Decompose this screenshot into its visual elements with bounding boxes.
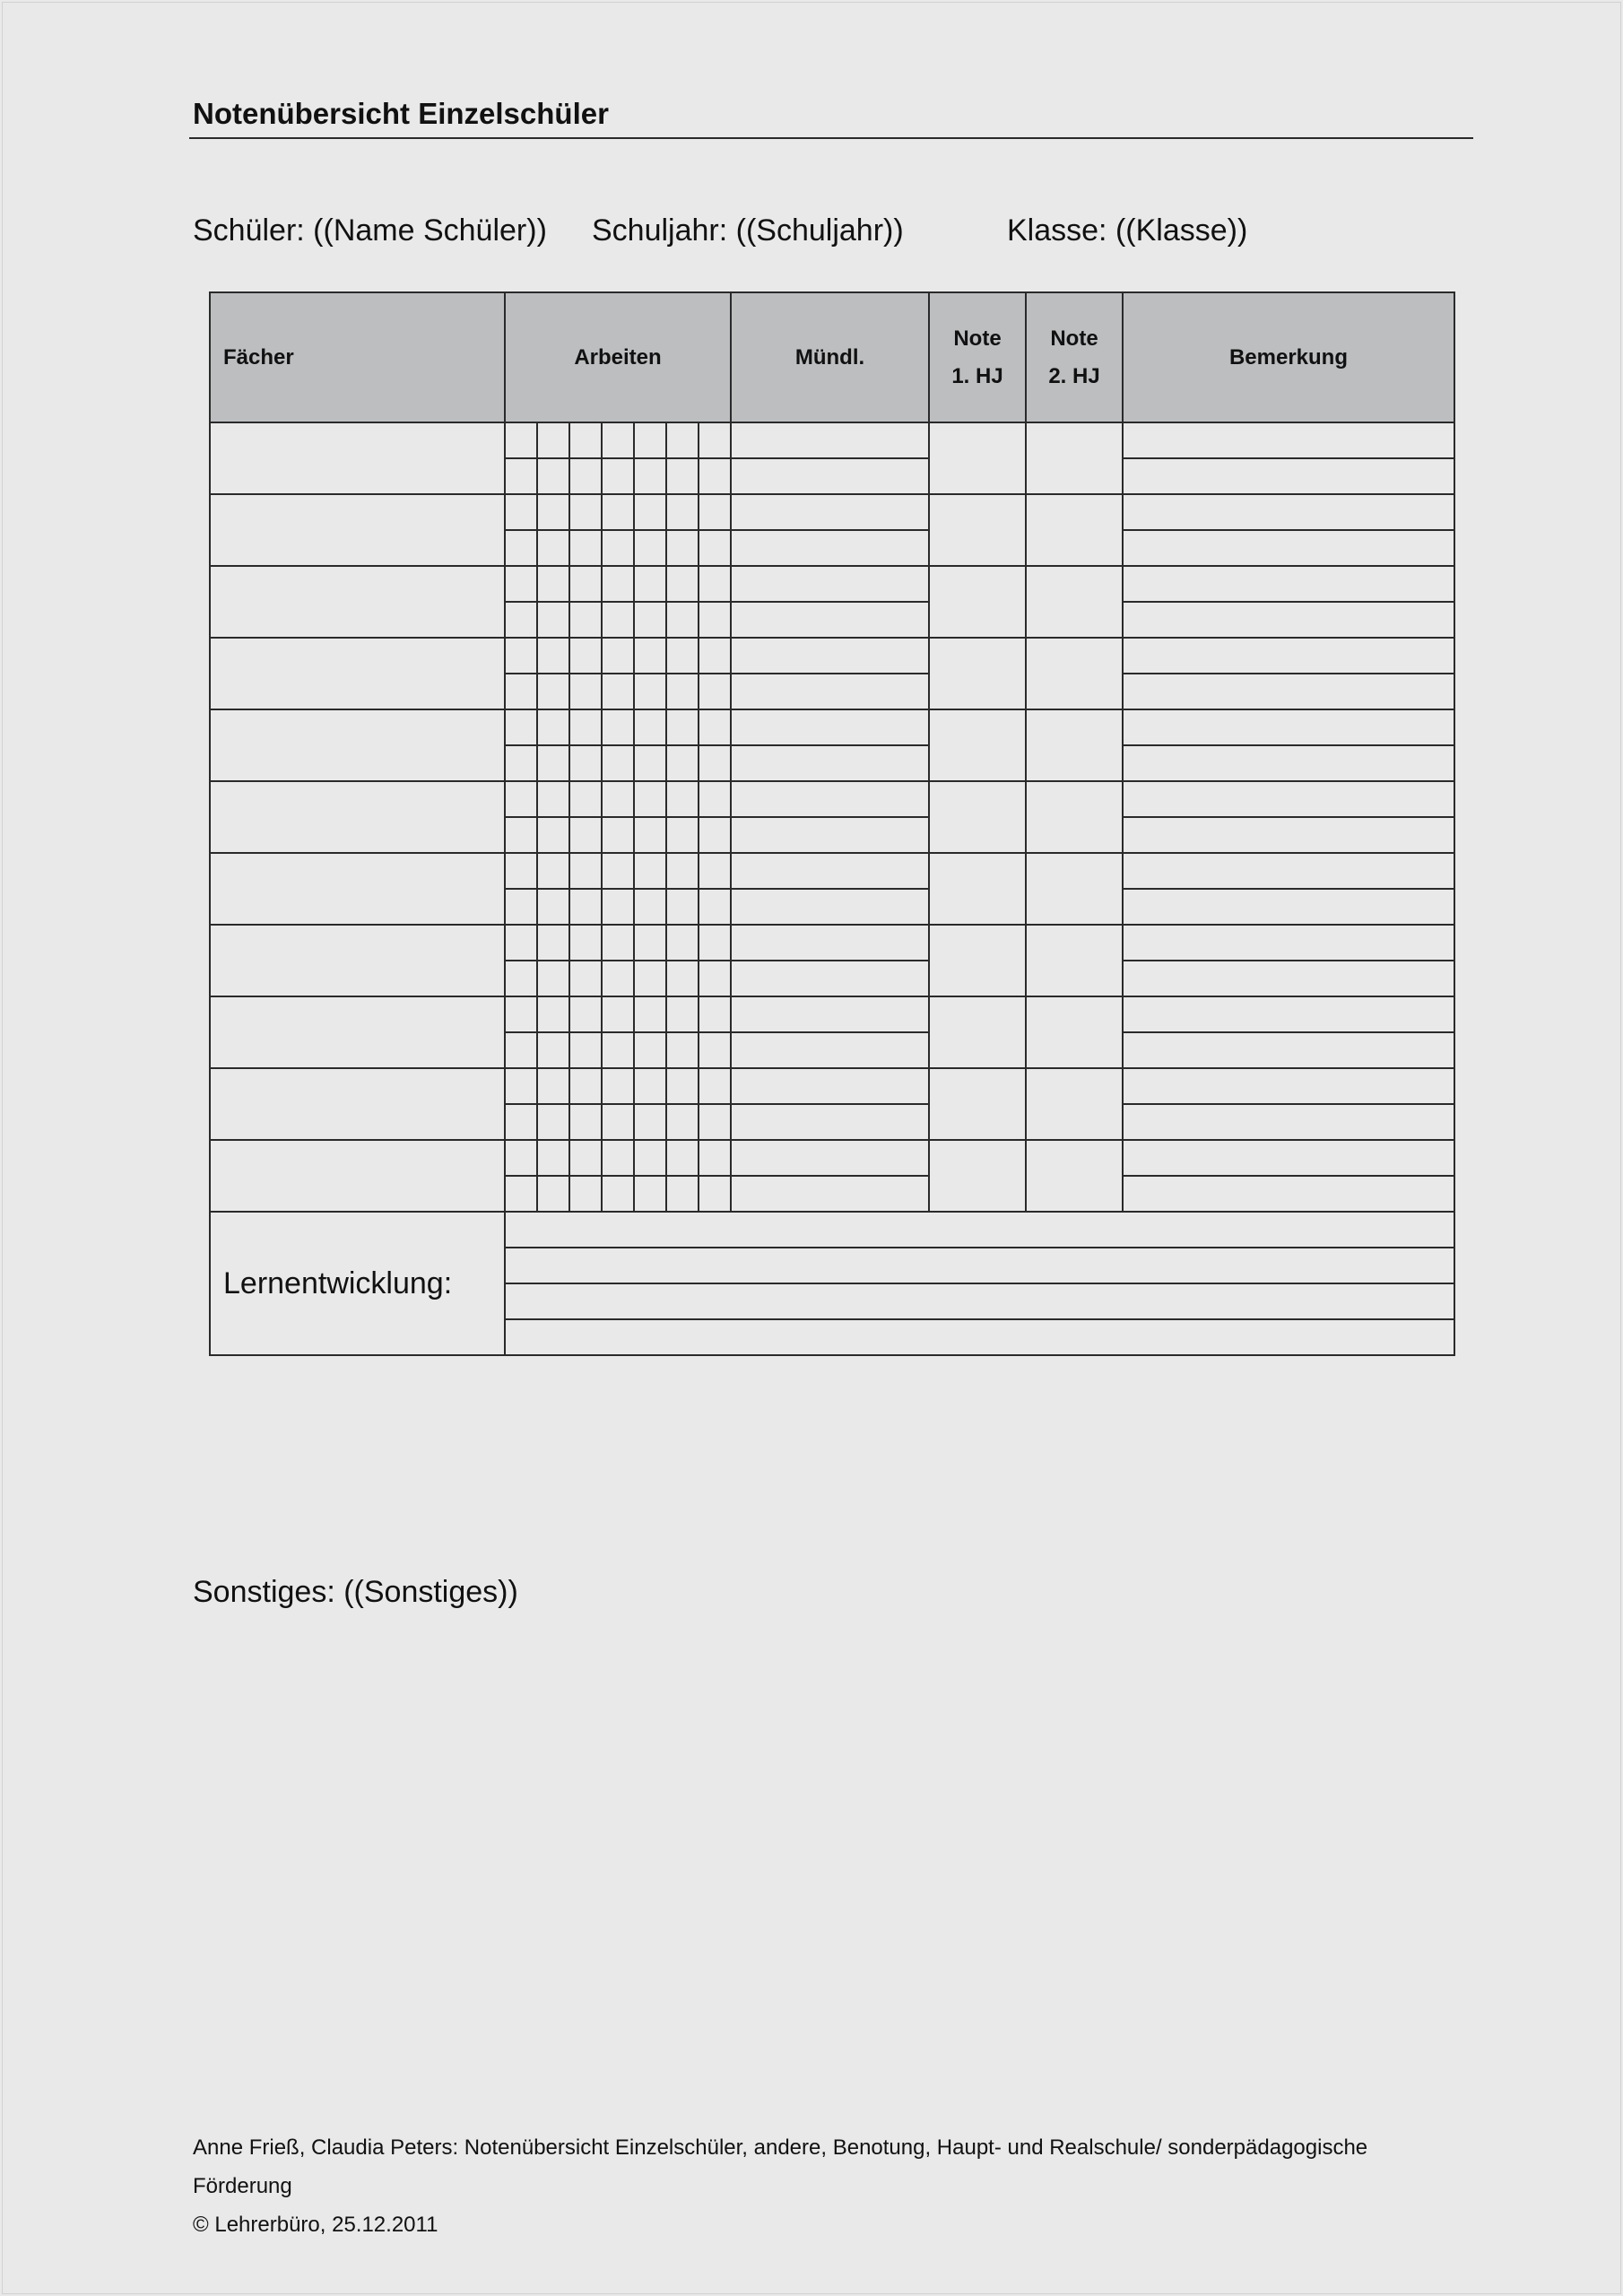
arbeiten-cell[interactable] xyxy=(537,925,569,961)
arbeiten-cell[interactable] xyxy=(537,889,569,925)
arbeiten-cell[interactable] xyxy=(699,458,731,494)
arbeiten-cell[interactable] xyxy=(505,530,537,566)
arbeiten-cell[interactable] xyxy=(505,1032,537,1068)
arbeiten-cell[interactable] xyxy=(666,674,699,709)
arbeiten-cell[interactable] xyxy=(666,1068,699,1104)
arbeiten-cell[interactable] xyxy=(569,889,602,925)
subject-cell[interactable] xyxy=(210,1068,505,1140)
arbeiten-cell[interactable] xyxy=(569,853,602,889)
bemerkung-cell[interactable] xyxy=(1123,674,1454,709)
title-underline xyxy=(189,137,1473,139)
header-note-2hj xyxy=(1026,292,1123,422)
arbeiten-cell[interactable] xyxy=(602,853,634,889)
arbeiten-cell[interactable] xyxy=(569,1032,602,1068)
arbeiten-cell[interactable] xyxy=(505,781,537,817)
bemerkung-cell[interactable] xyxy=(1123,889,1454,925)
arbeiten-cell[interactable] xyxy=(666,781,699,817)
bemerkung-cell[interactable] xyxy=(1123,961,1454,996)
arbeiten-cell[interactable] xyxy=(699,996,731,1032)
header-faecher: Fächer xyxy=(210,292,505,422)
arbeiten-cell[interactable] xyxy=(505,961,537,996)
note-1hj-cell[interactable] xyxy=(929,494,1026,566)
note-1hj-cell[interactable] xyxy=(929,422,1026,494)
arbeiten-cell[interactable] xyxy=(602,745,634,781)
arbeiten-cell[interactable] xyxy=(699,1104,731,1140)
arbeiten-cell[interactable] xyxy=(505,566,537,602)
arbeiten-cell[interactable] xyxy=(699,530,731,566)
bemerkung-cell[interactable] xyxy=(1123,638,1454,674)
arbeiten-cell[interactable] xyxy=(666,638,699,674)
arbeiten-cell[interactable] xyxy=(537,781,569,817)
arbeiten-cell[interactable] xyxy=(505,1176,537,1212)
note-2hj-cell[interactable] xyxy=(1026,422,1123,494)
arbeiten-cell[interactable] xyxy=(537,1032,569,1068)
note-1hj-cell[interactable] xyxy=(929,925,1026,996)
header-muendl: Mündl. xyxy=(731,292,929,422)
arbeiten-cell[interactable] xyxy=(537,494,569,530)
arbeiten-cell[interactable] xyxy=(634,1032,666,1068)
subject-cell[interactable] xyxy=(210,566,505,638)
arbeiten-cell[interactable] xyxy=(666,709,699,745)
arbeiten-cell[interactable] xyxy=(699,853,731,889)
muendl-cell[interactable] xyxy=(731,422,929,458)
arbeiten-cell[interactable] xyxy=(537,853,569,889)
arbeiten-cell[interactable] xyxy=(666,1176,699,1212)
arbeiten-cell[interactable] xyxy=(537,674,569,709)
arbeiten-cell[interactable] xyxy=(634,458,666,494)
arbeiten-cell[interactable] xyxy=(602,1176,634,1212)
arbeiten-cell[interactable] xyxy=(537,602,569,638)
arbeiten-cell[interactable] xyxy=(602,889,634,925)
note-2hj-cell[interactable] xyxy=(1026,996,1123,1068)
muendl-cell[interactable] xyxy=(731,494,929,530)
muendl-cell[interactable] xyxy=(731,996,929,1032)
table-row xyxy=(210,781,1454,817)
subject-cell[interactable] xyxy=(210,781,505,853)
bemerkung-cell[interactable] xyxy=(1123,853,1454,889)
arbeiten-cell[interactable] xyxy=(505,674,537,709)
arbeiten-cell[interactable] xyxy=(602,674,634,709)
arbeiten-cell[interactable] xyxy=(666,530,699,566)
bemerkung-cell[interactable] xyxy=(1123,494,1454,530)
schuljahr-label: Schuljahr: ((Schuljahr)) xyxy=(592,213,904,248)
arbeiten-cell[interactable] xyxy=(505,817,537,853)
arbeiten-cell[interactable] xyxy=(505,996,537,1032)
muendl-cell[interactable] xyxy=(731,853,929,889)
note-1hj-cell[interactable] xyxy=(929,638,1026,709)
bemerkung-cell[interactable] xyxy=(1123,781,1454,817)
muendl-cell[interactable] xyxy=(731,961,929,996)
arbeiten-cell[interactable] xyxy=(505,458,537,494)
arbeiten-cell[interactable] xyxy=(666,817,699,853)
arbeiten-cell[interactable] xyxy=(634,1176,666,1212)
table-row xyxy=(210,853,1454,889)
arbeiten-cell[interactable] xyxy=(569,817,602,853)
footer-credits: Anne Frieß, Claudia Peters: Notenübersicht Einzelschüler, andere, Benotung, Haupt- und Realschule/ sonderpädagogische Förderung xyxy=(193,2135,1368,2198)
bemerkung-cell[interactable] xyxy=(1123,1104,1454,1140)
arbeiten-cell[interactable] xyxy=(569,458,602,494)
arbeiten-cell[interactable] xyxy=(699,566,731,602)
note-2hj-cell[interactable] xyxy=(1026,925,1123,996)
arbeiten-cell[interactable] xyxy=(505,925,537,961)
lernentwicklung-row xyxy=(210,1212,1454,1248)
arbeiten-cell[interactable] xyxy=(602,996,634,1032)
header-note-1hj xyxy=(929,292,1026,422)
lernentwicklung-line[interactable] xyxy=(505,1212,1454,1248)
muendl-cell[interactable] xyxy=(731,781,929,817)
arbeiten-cell[interactable] xyxy=(537,961,569,996)
subject-cell[interactable] xyxy=(210,996,505,1068)
arbeiten-cell[interactable] xyxy=(602,961,634,996)
arbeiten-cell[interactable] xyxy=(569,674,602,709)
subject-cell[interactable] xyxy=(210,638,505,709)
arbeiten-cell[interactable] xyxy=(634,709,666,745)
arbeiten-cell[interactable] xyxy=(634,1104,666,1140)
subject-cell[interactable] xyxy=(210,853,505,925)
muendl-cell[interactable] xyxy=(731,1140,929,1176)
arbeiten-cell[interactable] xyxy=(537,709,569,745)
header-note-1hj-line1: Note xyxy=(953,326,1002,351)
arbeiten-cell[interactable] xyxy=(634,1068,666,1104)
arbeiten-cell[interactable] xyxy=(602,925,634,961)
arbeiten-cell[interactable] xyxy=(666,745,699,781)
bemerkung-cell[interactable] xyxy=(1123,1140,1454,1176)
arbeiten-cell[interactable] xyxy=(699,494,731,530)
page-title: Notenübersicht Einzelschüler xyxy=(193,97,609,130)
lernentwicklung-label: Lernentwicklung: xyxy=(210,1212,505,1355)
arbeiten-cell[interactable] xyxy=(602,1068,634,1104)
arbeiten-cell[interactable] xyxy=(699,745,731,781)
table-row xyxy=(210,709,1454,745)
lernentwicklung-section xyxy=(210,1212,1454,1355)
arbeiten-cell[interactable] xyxy=(634,853,666,889)
arbeiten-cell[interactable] xyxy=(699,1140,731,1176)
arbeiten-cell[interactable] xyxy=(699,1032,731,1068)
arbeiten-cell[interactable] xyxy=(699,674,731,709)
note-1hj-cell[interactable] xyxy=(929,1140,1026,1212)
lernentwicklung-line[interactable] xyxy=(505,1319,1454,1355)
arbeiten-cell[interactable] xyxy=(666,853,699,889)
arbeiten-cell[interactable] xyxy=(569,602,602,638)
bemerkung-cell[interactable] xyxy=(1123,745,1454,781)
bemerkung-cell[interactable] xyxy=(1123,709,1454,745)
note-2hj-cell[interactable] xyxy=(1026,1140,1123,1212)
arbeiten-cell[interactable] xyxy=(634,1140,666,1176)
note-1hj-cell[interactable] xyxy=(929,709,1026,781)
note-1hj-cell[interactable] xyxy=(929,996,1026,1068)
note-2hj-cell[interactable] xyxy=(1026,1068,1123,1140)
subject-cell[interactable] xyxy=(210,709,505,781)
arbeiten-cell[interactable] xyxy=(537,422,569,458)
bemerkung-cell[interactable] xyxy=(1123,602,1454,638)
table-row xyxy=(210,494,1454,530)
arbeiten-cell[interactable] xyxy=(505,1068,537,1104)
arbeiten-cell[interactable] xyxy=(699,889,731,925)
arbeiten-cell[interactable] xyxy=(602,1032,634,1068)
arbeiten-cell[interactable] xyxy=(666,996,699,1032)
bemerkung-cell[interactable] xyxy=(1123,925,1454,961)
arbeiten-cell[interactable] xyxy=(699,1176,731,1212)
arbeiten-cell[interactable] xyxy=(666,422,699,458)
arbeiten-cell[interactable] xyxy=(569,961,602,996)
note-1hj-cell[interactable] xyxy=(929,1068,1026,1140)
bemerkung-cell[interactable] xyxy=(1123,817,1454,853)
arbeiten-cell[interactable] xyxy=(634,745,666,781)
arbeiten-cell[interactable] xyxy=(505,494,537,530)
arbeiten-cell[interactable] xyxy=(699,961,731,996)
arbeiten-cell[interactable] xyxy=(634,996,666,1032)
arbeiten-cell[interactable] xyxy=(602,566,634,602)
arbeiten-cell[interactable] xyxy=(699,638,731,674)
muendl-cell[interactable] xyxy=(731,1176,929,1212)
bemerkung-cell[interactable] xyxy=(1123,530,1454,566)
arbeiten-cell[interactable] xyxy=(602,1140,634,1176)
muendl-cell[interactable] xyxy=(731,1068,929,1104)
arbeiten-cell[interactable] xyxy=(537,566,569,602)
arbeiten-cell[interactable] xyxy=(537,745,569,781)
muendl-cell[interactable] xyxy=(731,1104,929,1140)
arbeiten-cell[interactable] xyxy=(602,817,634,853)
arbeiten-cell[interactable] xyxy=(634,674,666,709)
arbeiten-cell[interactable] xyxy=(537,458,569,494)
arbeiten-cell[interactable] xyxy=(569,781,602,817)
schueler-label: Schüler: ((Name Schüler)) xyxy=(193,213,547,248)
muendl-cell[interactable] xyxy=(731,602,929,638)
arbeiten-cell[interactable] xyxy=(505,853,537,889)
muendl-cell[interactable] xyxy=(731,530,929,566)
arbeiten-cell[interactable] xyxy=(537,1176,569,1212)
bemerkung-cell[interactable] xyxy=(1123,422,1454,458)
table-row xyxy=(210,566,1454,602)
arbeiten-cell[interactable] xyxy=(505,638,537,674)
muendl-cell[interactable] xyxy=(731,745,929,781)
table-row xyxy=(210,1140,1454,1176)
arbeiten-cell[interactable] xyxy=(634,961,666,996)
arbeiten-cell[interactable] xyxy=(569,1104,602,1140)
footer xyxy=(193,2128,1448,2244)
arbeiten-cell[interactable] xyxy=(699,925,731,961)
arbeiten-cell[interactable] xyxy=(634,781,666,817)
header-note-2hj-line1: Note xyxy=(1050,326,1098,351)
subject-cell[interactable] xyxy=(210,1140,505,1212)
bemerkung-cell[interactable] xyxy=(1123,1176,1454,1212)
table-row xyxy=(210,422,1454,458)
bemerkung-cell[interactable] xyxy=(1123,1068,1454,1104)
muendl-cell[interactable] xyxy=(731,1032,929,1068)
muendl-cell[interactable] xyxy=(731,889,929,925)
arbeiten-cell[interactable] xyxy=(505,1140,537,1176)
arbeiten-cell[interactable] xyxy=(569,422,602,458)
arbeiten-cell[interactable] xyxy=(569,1140,602,1176)
bemerkung-cell[interactable] xyxy=(1123,996,1454,1032)
table-row xyxy=(210,925,1454,961)
arbeiten-cell[interactable] xyxy=(505,602,537,638)
arbeiten-cell[interactable] xyxy=(602,530,634,566)
header-bemerkung: Bemerkung xyxy=(1123,292,1454,422)
arbeiten-cell[interactable] xyxy=(666,961,699,996)
muendl-cell[interactable] xyxy=(731,817,929,853)
note-2hj-cell[interactable] xyxy=(1026,638,1123,709)
note-2hj-cell[interactable] xyxy=(1026,494,1123,566)
table-row xyxy=(210,638,1454,674)
muendl-cell[interactable] xyxy=(731,566,929,602)
arbeiten-cell[interactable] xyxy=(602,709,634,745)
arbeiten-cell[interactable] xyxy=(537,638,569,674)
arbeiten-cell[interactable] xyxy=(505,709,537,745)
arbeiten-cell[interactable] xyxy=(569,1068,602,1104)
bemerkung-cell[interactable] xyxy=(1123,566,1454,602)
arbeiten-cell[interactable] xyxy=(699,817,731,853)
arbeiten-cell[interactable] xyxy=(699,422,731,458)
arbeiten-cell[interactable] xyxy=(569,638,602,674)
arbeiten-cell[interactable] xyxy=(602,638,634,674)
note-2hj-cell[interactable] xyxy=(1026,566,1123,638)
arbeiten-cell[interactable] xyxy=(634,925,666,961)
arbeiten-cell[interactable] xyxy=(537,1068,569,1104)
arbeiten-cell[interactable] xyxy=(634,494,666,530)
muendl-cell[interactable] xyxy=(731,638,929,674)
note-1hj-cell[interactable] xyxy=(929,853,1026,925)
note-2hj-cell[interactable] xyxy=(1026,853,1123,925)
arbeiten-cell[interactable] xyxy=(602,458,634,494)
note-2hj-cell[interactable] xyxy=(1026,781,1123,853)
note-1hj-cell[interactable] xyxy=(929,566,1026,638)
muendl-cell[interactable] xyxy=(731,925,929,961)
subject-cell[interactable] xyxy=(210,925,505,996)
arbeiten-cell[interactable] xyxy=(537,1140,569,1176)
arbeiten-cell[interactable] xyxy=(569,996,602,1032)
arbeiten-cell[interactable] xyxy=(505,889,537,925)
arbeiten-cell[interactable] xyxy=(699,781,731,817)
note-1hj-cell[interactable] xyxy=(929,781,1026,853)
subject-cell[interactable] xyxy=(210,422,505,494)
arbeiten-cell[interactable] xyxy=(569,709,602,745)
arbeiten-cell[interactable] xyxy=(666,1140,699,1176)
arbeiten-cell[interactable] xyxy=(634,638,666,674)
subject-cell[interactable] xyxy=(210,494,505,566)
header-note-2hj-line2: 2. HJ xyxy=(1048,363,1100,388)
arbeiten-cell[interactable] xyxy=(505,1104,537,1140)
arbeiten-cell[interactable] xyxy=(569,494,602,530)
arbeiten-cell[interactable] xyxy=(666,602,699,638)
header-note-1hj-line2: 1. HJ xyxy=(951,363,1003,388)
arbeiten-cell[interactable] xyxy=(602,1104,634,1140)
lernentwicklung-line[interactable] xyxy=(505,1248,1454,1283)
arbeiten-cell[interactable] xyxy=(537,996,569,1032)
arbeiten-cell[interactable] xyxy=(569,925,602,961)
arbeiten-cell[interactable] xyxy=(634,817,666,853)
arbeiten-cell[interactable] xyxy=(602,781,634,817)
arbeiten-cell[interactable] xyxy=(634,566,666,602)
muendl-cell[interactable] xyxy=(731,458,929,494)
table-row xyxy=(210,996,1454,1032)
arbeiten-cell[interactable] xyxy=(634,530,666,566)
arbeiten-cell[interactable] xyxy=(602,422,634,458)
arbeiten-cell[interactable] xyxy=(699,602,731,638)
table-body xyxy=(210,422,1454,1212)
muendl-cell[interactable] xyxy=(731,709,929,745)
header-arbeiten: Arbeiten xyxy=(505,292,731,422)
arbeiten-cell[interactable] xyxy=(634,602,666,638)
arbeiten-cell[interactable] xyxy=(666,494,699,530)
arbeiten-cell[interactable] xyxy=(537,1104,569,1140)
bemerkung-cell[interactable] xyxy=(1123,458,1454,494)
note-2hj-cell[interactable] xyxy=(1026,709,1123,781)
klasse-label: Klasse: ((Klasse)) xyxy=(1007,213,1248,248)
arbeiten-cell[interactable] xyxy=(666,925,699,961)
arbeiten-cell[interactable] xyxy=(569,530,602,566)
arbeiten-cell[interactable] xyxy=(634,889,666,925)
arbeiten-cell[interactable] xyxy=(666,1104,699,1140)
footer-copyright: © Lehrerbüro, 25.12.2011 xyxy=(193,2213,438,2237)
arbeiten-cell[interactable] xyxy=(602,602,634,638)
arbeiten-cell[interactable] xyxy=(699,709,731,745)
arbeiten-cell[interactable] xyxy=(666,566,699,602)
arbeiten-cell[interactable] xyxy=(634,422,666,458)
arbeiten-cell[interactable] xyxy=(666,1032,699,1068)
arbeiten-cell[interactable] xyxy=(569,566,602,602)
arbeiten-cell[interactable] xyxy=(699,1068,731,1104)
lernentwicklung-line[interactable] xyxy=(505,1283,1454,1319)
arbeiten-cell[interactable] xyxy=(666,458,699,494)
arbeiten-cell[interactable] xyxy=(569,1176,602,1212)
arbeiten-cell[interactable] xyxy=(569,745,602,781)
table-header xyxy=(210,292,1454,422)
arbeiten-cell[interactable] xyxy=(602,494,634,530)
arbeiten-cell[interactable] xyxy=(666,889,699,925)
arbeiten-cell[interactable] xyxy=(505,745,537,781)
arbeiten-cell[interactable] xyxy=(537,530,569,566)
table-row xyxy=(210,1068,1454,1104)
muendl-cell[interactable] xyxy=(731,674,929,709)
arbeiten-cell[interactable] xyxy=(537,817,569,853)
sonstiges-label: Sonstiges: ((Sonstiges)) xyxy=(193,1575,518,1609)
arbeiten-cell[interactable] xyxy=(505,422,537,458)
bemerkung-cell[interactable] xyxy=(1123,1032,1454,1068)
grade-table xyxy=(209,291,1455,1356)
